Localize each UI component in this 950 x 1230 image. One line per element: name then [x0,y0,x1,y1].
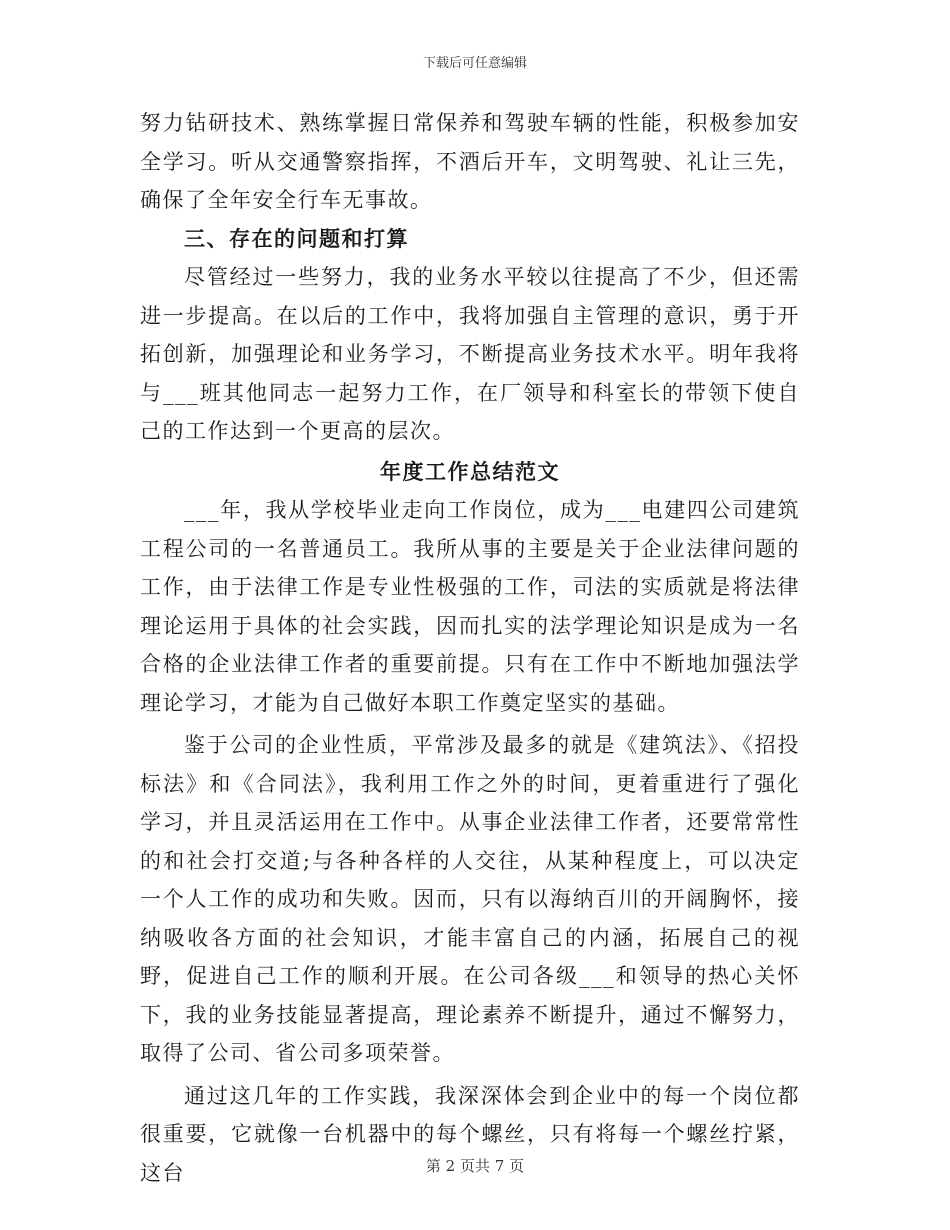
body-paragraph: 尽管经过一些努力，我的业务水平较以往提高了不少，但还需进一步提高。在以后的工作中，我将加强自主管理的意识，勇于开拓创新，加强理论和业务学习，不断提高业务技术水平。明年我将与___班其他同志一起努力工作，在厂领导和科室长的带领下使自己的工作达到一个更高的层次。 [140,265,800,443]
body-paragraph: 通过这几年的工作实践，我深深体会到企业中的每一个岗位都很重要，它就像一台机器中的每个螺丝，只有将每一个螺丝拧紧，这台 [140,1083,800,1185]
section-heading: 三、存在的问题和打算 [184,225,409,251]
body-paragraph: ___年，我从学校毕业走向工作岗位，成为___电建四公司建筑工程公司的一名普通员工。我所从事的主要是关于企业法律问题的工作，由于法律工作是专业性极强的工作，司法的实质就是将法律理论运用于具体的社会实践，因而扎实的法学理论知识是成为一名合格的企业法律工作者的重要前提。只有在工作中不断地加强法学理论学习，才能为自己做好本职工作奠定坚实的基础。 [140,498,800,715]
page-footer: 第 2 页共 7 页 [425,1157,525,1175]
page-header: 下载后可任意编辑 [422,56,527,71]
body-paragraph: 鉴于公司的企业性质，平常涉及最多的就是《建筑法》、《招投标法》和《合同法》，我利用工作之外的时间，更着重进行了强化学习，并且灵活运用在工作中。从事企业法律工作者，还要常常性的和社会打交道;与各种各样的人交往，从某种程度上，可以决定一个人工作的成功和失败。因而，只有以海纳百川的开阔胸怀，接纳吸收各方面的社会知识，才能丰富自己的内涵，拓展自己的视野，促进自己工作的顺利开展。在公司各级___和领导的热心关怀下，我的业务技能显著提高，理论素养不断提升，通过不懈努力，取得了公司、省公司多项荣誉。 [140,733,800,1065]
document-body [140,104,800,1192]
article-title: 年度工作总结范文 [380,458,560,484]
body-paragraph: 努力钻研技术、熟练掌握日常保养和驾驶车辆的性能，积极参加安全学习。听从交通警察指挥，不酒后开车，文明驾驶、礼让三先，确保了全年安全行车无事故。 [140,111,800,212]
